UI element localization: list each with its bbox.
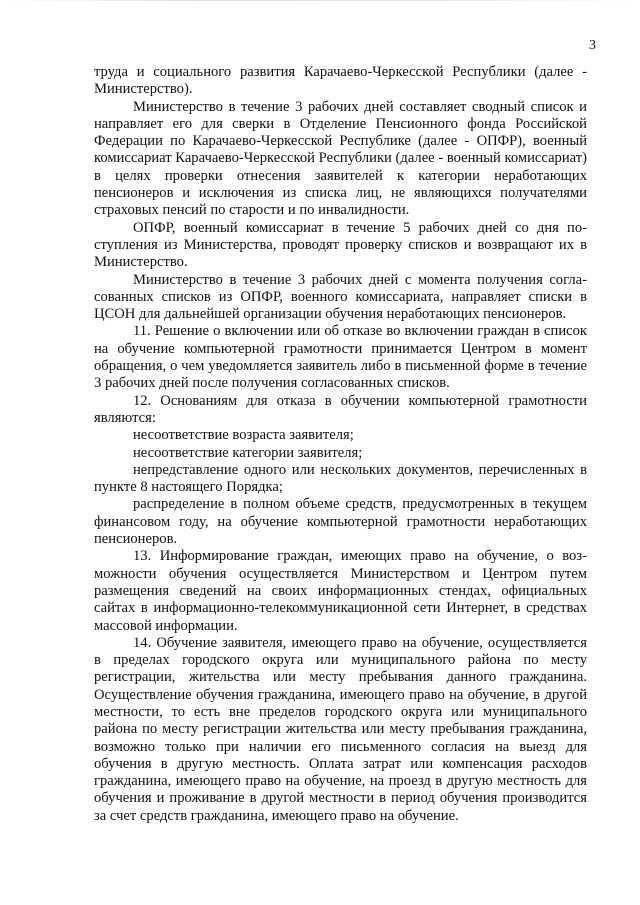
refusal-reason-category: несоответствие категории заявителя; (133, 444, 363, 461)
page-number: 3 (589, 38, 596, 53)
refusal-reason-age: несоответствие возраста заявителя; (133, 427, 354, 444)
paragraph-item-11: 11. Решение о включении или об отказе во включении граждан в список на обучение компьютерной грамотности принимается Центром в момент обращения, о чем уведомляется заявитель либо в письменной форме в течение 3 рабочих дней после получения согласованных списков. (94, 323, 587, 392)
paragraph-item-12: 12. Основаниям для отказа в обучении компьютерной грамотности являются: (94, 392, 587, 426)
scan-edge (0, 0, 640, 1)
refusal-reason-documents: непредставление одного или нескольких документов, перечисленных в пункте 8 настоящего Порядка; (94, 461, 587, 496)
paragraph-summary-list: Министерство в течение 3 рабочих дней составляет сводный список и направляет его для сверки в Отделение Пенсионного фонда Российской Федерации по Карачаево-Черкесской Республике (далее - ОПФР), военный комиссариат Карачаево-Черкесской Республики (далее - военный комиссариат) в целях проверки отнесения заявителей к категории неработающих пенсионеров и исключения из списка лиц, не являющихся получателями страховых пенсий по старости и по инвалидности. (94, 98, 587, 219)
paragraph-item-14: 14. Обучение заявителя, имеющего право на обучение, осуществляется в пределах городского округа или муниципального района по месту регистрации, жительства или месту пребывания данного гражданина. Осуществление обучения гражданина, имеющего право на обучение, в другой местности, то есть вне пределов городского округа или муниципального района по месту регистрации жительства или месту пребывания гражданина, возможно только при наличии его письменного согласия на выезд для обучения в другую местность. Оплата затрат или компенсация расходов гражданина, имеющего право на обучение, на проезд в другую местность для обучения и проживание в другой местности в период обучения производится за счет средств гражданина, имеющего право на обучение. (94, 634, 587, 824)
paragraph-csoN-lists: Министерство в течение 3 рабочих дней с момента получения согласованных списков из ОПФР, военного комиссариата, направляет списки в ЦСОН для дальнейшей организации обучения неработающих пенсионеров. (94, 271, 587, 323)
document-body (94, 64, 587, 825)
refusal-reason-funds: распределение в полном объеме средств, предусмотренных в текущем финансовом году, на обучение компьютерной грамотности неработающих пенсионеров. (94, 496, 587, 548)
paragraph-opfr-check: ОПФР, военный комиссариат в течение 5 рабочих дней со дня поступления из Министерства, проводят проверку списков и возвращают их в Министерство. (94, 219, 587, 271)
paragraph-continuation: труда и социального развития Карачаево-Черкесской Республики (далее - Министерство). (94, 64, 587, 98)
paragraph-item-13: 13. Информирование граждан, имеющих право на обучение, о возможности обучения осуществляется Министерством и Центром путем размещения сведений на своих информационных стендах, официальных сайтах в информационно-телекоммуникационной сети Интернет, в средствах массовой информации. (94, 548, 587, 634)
